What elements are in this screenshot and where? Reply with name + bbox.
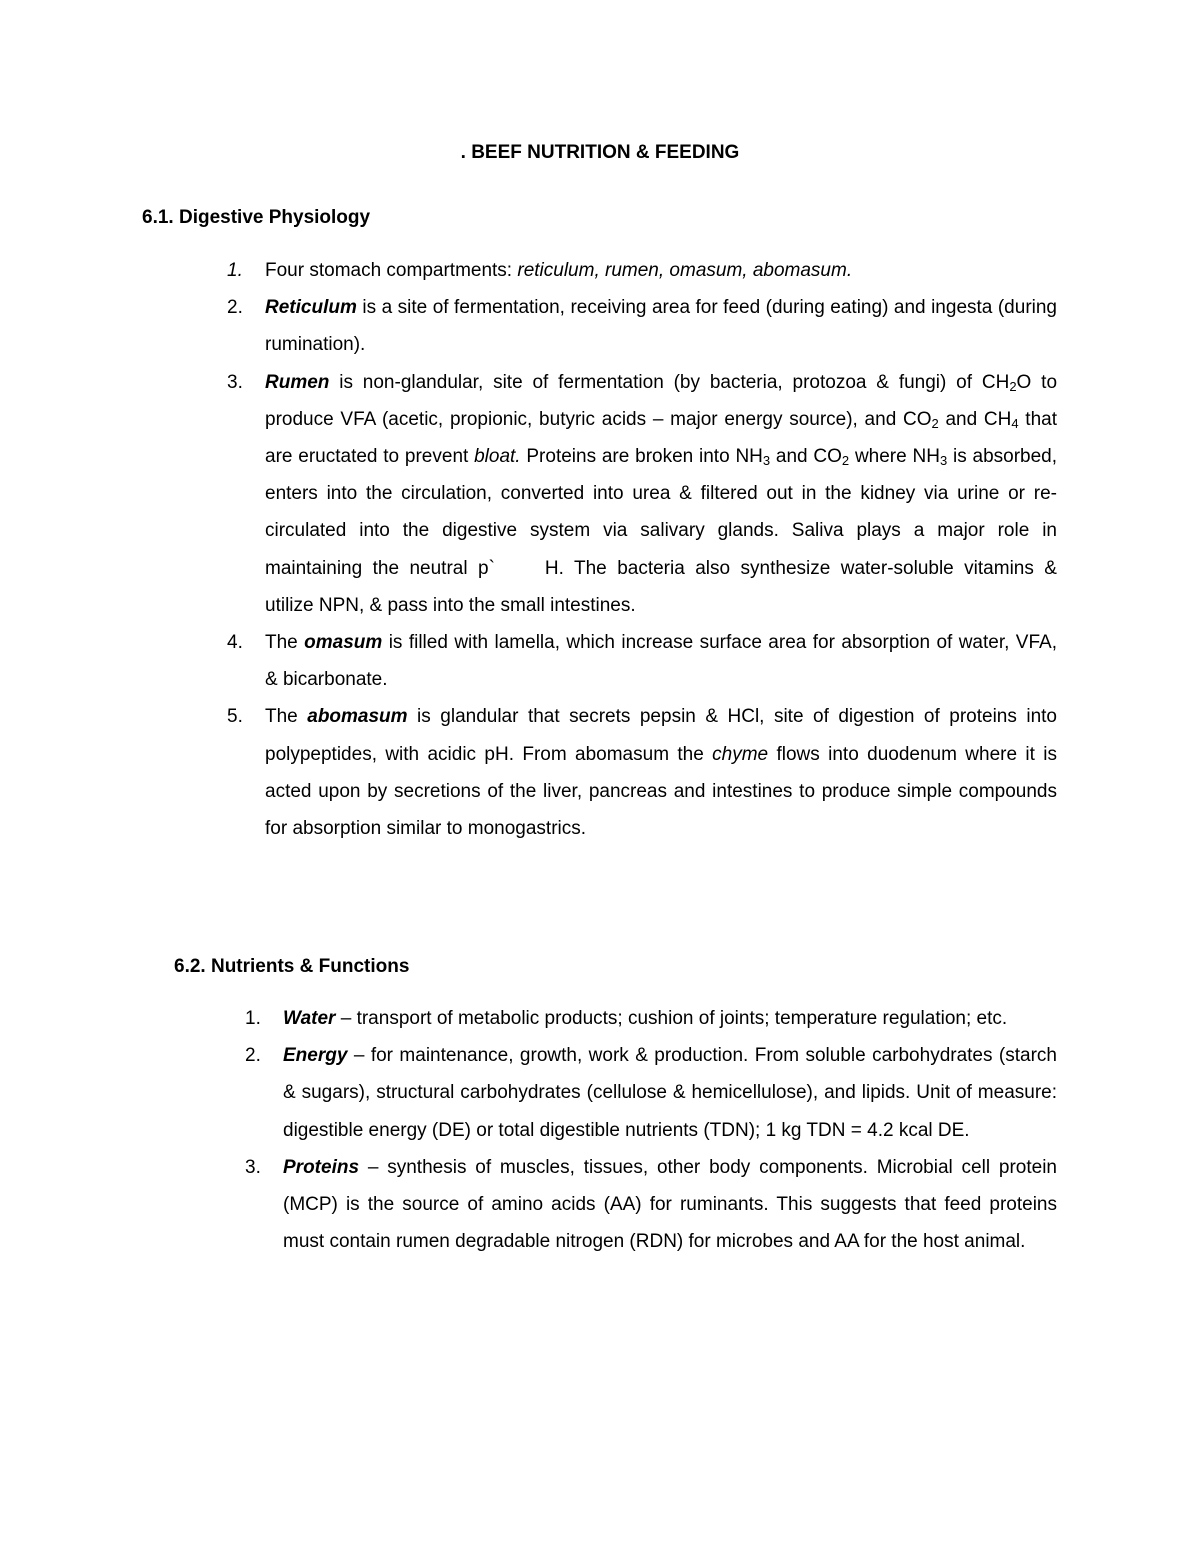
- item-text: and CH: [938, 408, 1012, 430]
- item-text: – for maintenance, growth, work & production. From soluble carbohydrates (starch & sugars), structural carbohydrates (cellulose & hemicellulose), and lipids. Unit of measure: digestible energy (DE) or total digestible nutrients (TDN); 1 kg TDN = 4.2 kcal DE.: [283, 1045, 1057, 1141]
- subscript: 2: [931, 415, 939, 431]
- subscript: 4: [1011, 415, 1019, 431]
- digestive-physiology-list: [227, 252, 1058, 847]
- term-reticulum: Reticulum: [265, 297, 357, 319]
- item-number: 3.: [227, 371, 243, 393]
- item-number: 2.: [245, 1045, 261, 1067]
- compartments-list: reticulum, rumen, omasum, abomasum.: [517, 260, 853, 281]
- item-text: – synthesis of muscles, tissues, other body components. Microbial cell protein (MCP) is the source of amino acids (AA) for ruminants. This suggests that feed proteins must contain rumen degradable nitrogen (RDN) for microbes and AA for the host animal.: [283, 1156, 1057, 1253]
- item-text: that are eructated to prevent: [265, 408, 1057, 468]
- section-heading-nutrients-functions: 6.2. Nutrients & Functions: [174, 956, 410, 977]
- item-number: 2.: [227, 297, 243, 319]
- item-text: The: [265, 706, 308, 728]
- term-omasum: omasum: [304, 632, 383, 654]
- term-water: Water: [283, 1008, 336, 1029]
- item-text: O to produce VFA (acetic, propionic, butyric acids – major energy source), and CO: [265, 371, 1058, 430]
- list-item: [245, 1037, 1057, 1149]
- term-chyme: chyme: [712, 743, 769, 765]
- item-text: is glandular that secrets pepsin & HCl, site of digestion of proteins into polypeptides, with acidic pH. From abomasum the: [265, 706, 1057, 765]
- subscript: 2: [841, 453, 850, 469]
- nutrients-functions-list: [245, 1000, 1057, 1260]
- term-abomasum: abomasum: [307, 706, 408, 728]
- term-rumen: Rumen: [265, 371, 330, 393]
- item-text: is filled with lamella, which increase surface area for absorption of water, VFA, & bicarbonate.: [265, 632, 1057, 691]
- list-item: [227, 289, 1057, 363]
- term-proteins: Proteins: [283, 1156, 360, 1178]
- list-item: [245, 1000, 1057, 1037]
- item-text: – transport of metabolic products; cushion of joints; temperature regulation; etc.: [335, 1008, 1008, 1029]
- item-text: Four stomach compartments:: [265, 260, 518, 281]
- item-text: The: [265, 632, 305, 654]
- subscript: 3: [762, 453, 771, 469]
- item-number: 3.: [245, 1156, 261, 1178]
- section-heading-digestive-physiology: 6.1. Digestive Physiology: [142, 207, 371, 228]
- term-bloat: bloat.: [474, 446, 521, 468]
- document-title: . BEEF NUTRITION & FEEDING: [460, 142, 740, 163]
- term-energy: Energy: [283, 1045, 348, 1067]
- list-item: [245, 1149, 1057, 1261]
- list-item: [227, 624, 1057, 698]
- list-item: [227, 252, 1057, 289]
- item-number: 5.: [227, 706, 243, 728]
- item-number: 4.: [227, 632, 243, 654]
- item-text: H. The bacteria also synthesize water-soluble vitamins & utilize NPN, & pass into the small intestines.: [265, 557, 1057, 616]
- item-text: flows into duodenum where it is acted upon by secretions of the liver, pancreas and intestines to produce simple compounds for absorption similar to monogastrics.: [265, 743, 1057, 840]
- item-text: is absorbed, enters into the circulation, converted into urea & filtered out in the kidney via urine or re-circulated into the digestive system via salivary glands. Saliva plays a major role in maintaining the neutral p`: [265, 446, 1058, 579]
- item-text: Proteins are broken into NH: [520, 446, 763, 468]
- list-item: [227, 698, 1057, 847]
- item-text: and CO: [770, 446, 842, 468]
- list-item: [227, 364, 1058, 624]
- item-text: is a site of fermentation, receiving area for feed (during eating) and ingesta (during rumination).: [265, 297, 1057, 356]
- item-number: 1.: [245, 1008, 261, 1029]
- item-number: 1.: [227, 260, 243, 281]
- item-text: is non-glandular, site of fermentation (by bacteria, protozoa & fungi) of CH: [329, 371, 1010, 393]
- subscript: 3: [939, 453, 948, 469]
- subscript: 2: [1009, 378, 1017, 394]
- item-text: where NH: [849, 446, 940, 468]
